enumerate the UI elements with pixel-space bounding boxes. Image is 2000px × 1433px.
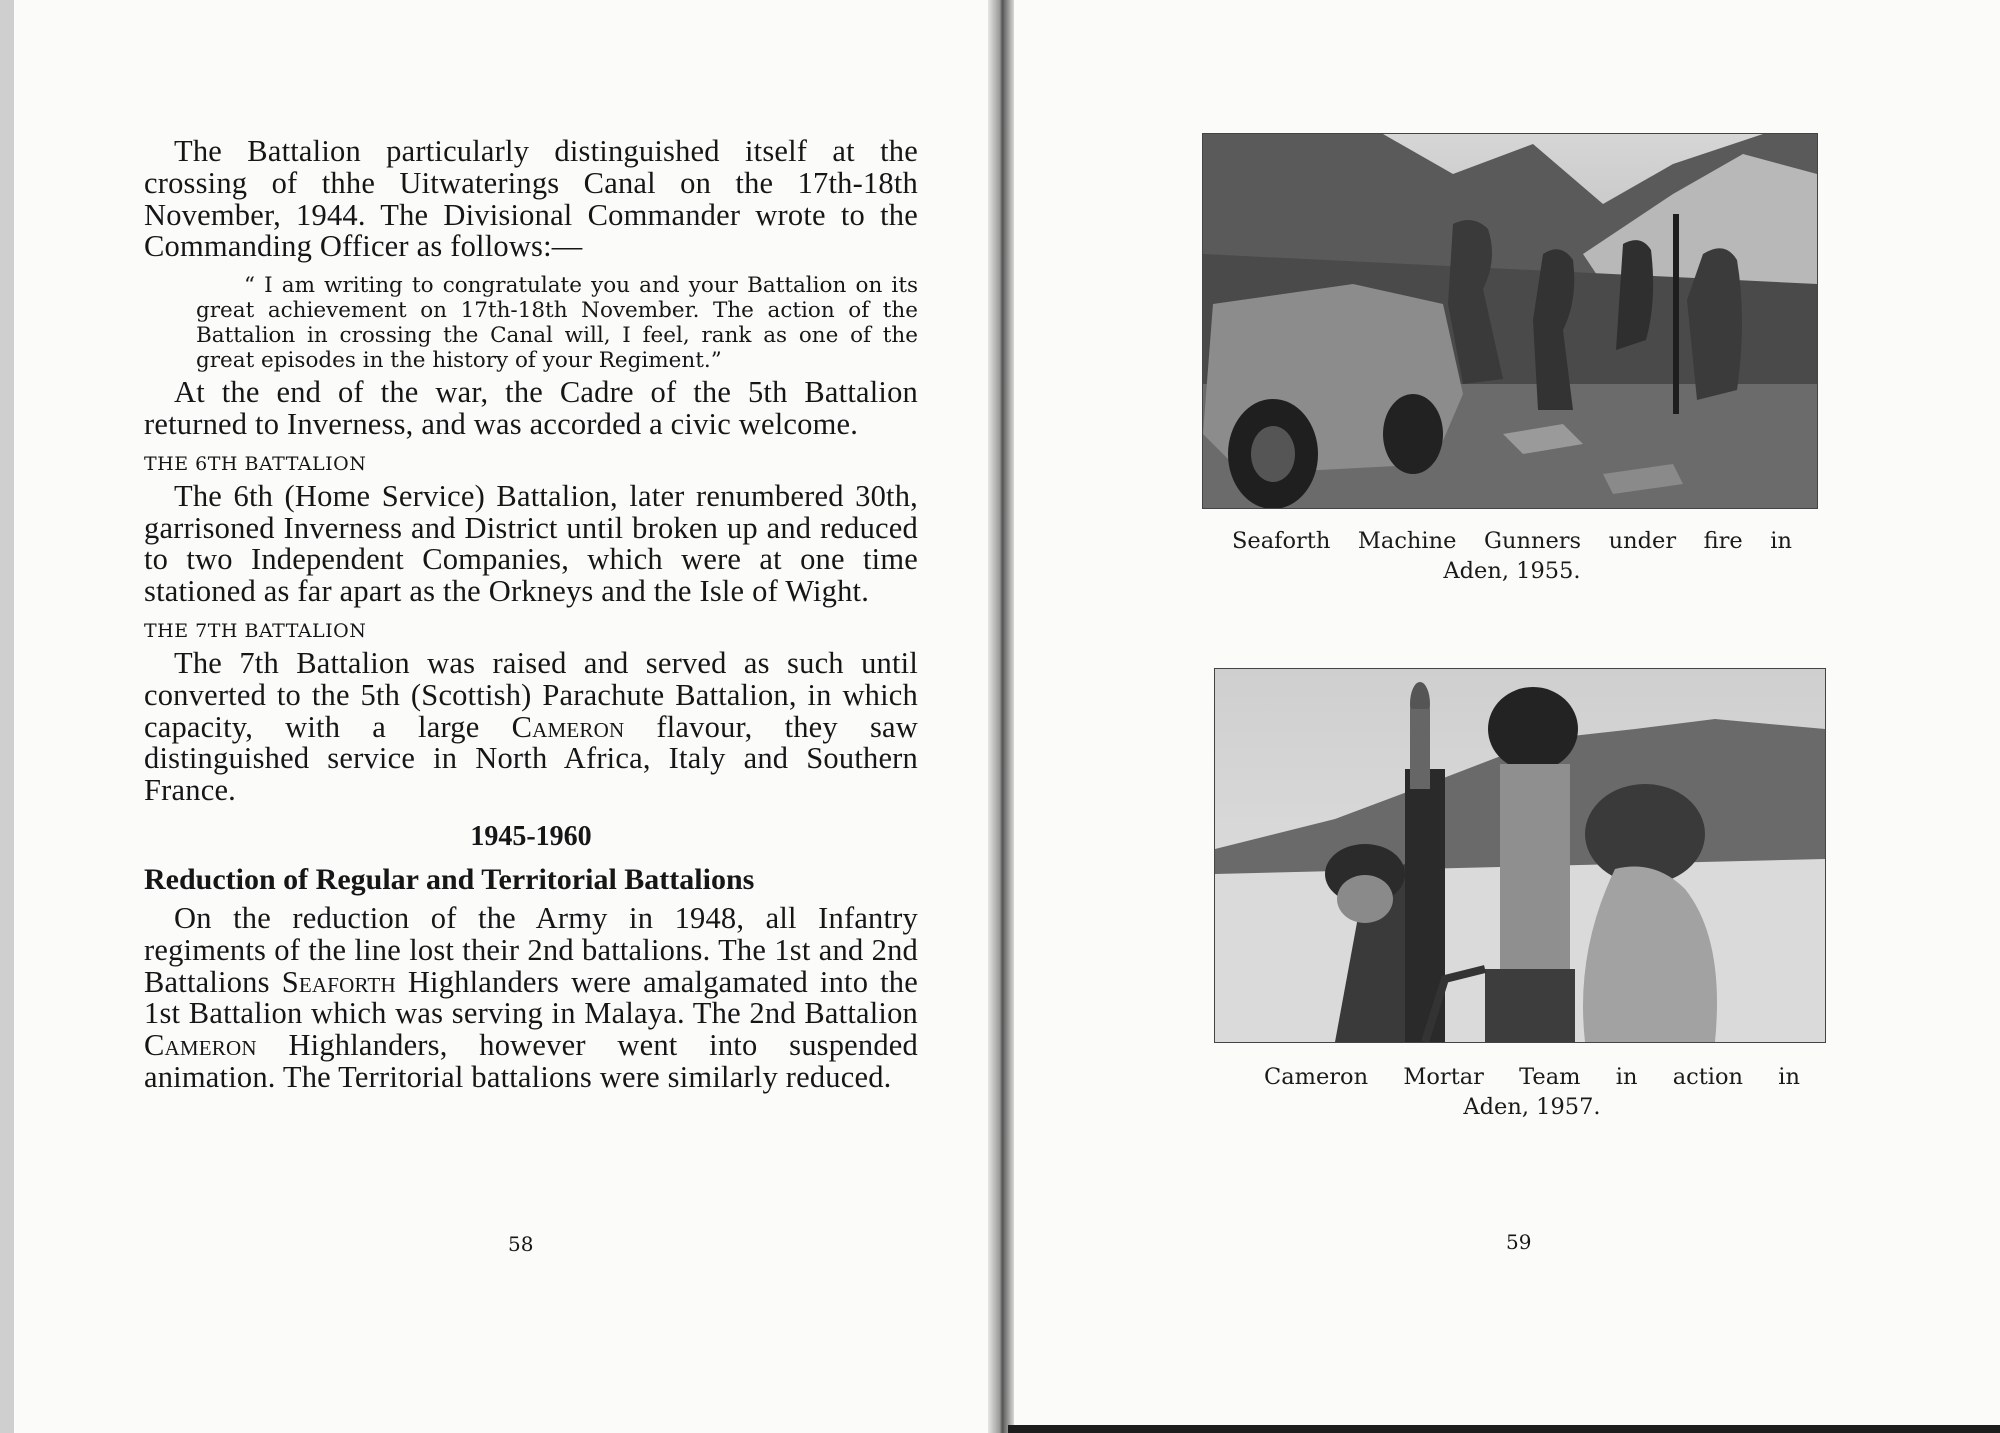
- bottom-edge: [1008, 1425, 2000, 1433]
- paragraph-end-of-war: At the end of the war, the Cadre of the 5th Battalion returned to Inverness, and was accorded a civic welcome.: [144, 375, 918, 441]
- paragraph-reduction: [144, 900, 918, 1094]
- regiment-name-cameron: Cameron: [144, 1028, 257, 1063]
- text-run: Highlanders were amalgamated into the 1st Battalion which was serving in Malaya. The 2nd Battalion: [144, 964, 918, 1031]
- text-run: On the reduction of the Army in 1948, all Infantry regiments of the line lost their 2nd battalions. The 1st and 2nd Battalions: [144, 900, 918, 999]
- regiment-name-cameron: Cameron: [511, 709, 625, 744]
- heading-7th-battalion: THE 7TH BATTALION: [144, 619, 367, 642]
- text-run: Highlanders, however went into suspended animation. The Territorial battalions were similarly reduced.: [144, 1028, 918, 1094]
- regiment-name-seaforth: Seaforth: [281, 964, 396, 999]
- caption-line: Seaforth Machine Gunners under fire in: [1232, 528, 1792, 554]
- heading-6th-battalion: THE 6TH BATTALION: [144, 452, 367, 475]
- caption-line: Aden, 1957.: [1463, 1094, 1601, 1120]
- text-run: flavour, they saw distinguished service in North Africa, Italy and Southern France.: [144, 709, 918, 808]
- paragraph-7th-battalion: [144, 645, 918, 808]
- page-number-left: 58: [508, 1232, 534, 1256]
- caption-mortar-team: [1264, 1062, 1800, 1122]
- caption-machine-gunners: [1232, 526, 1792, 586]
- heading-years: 1945-1960: [470, 820, 592, 852]
- paragraph-canal-crossing: The Battalion particularly distinguished itself at the crossing of thhe Uitwaterings Canal on the 17th-18th November, 1944. The Divisional Commander wrote to the Commanding Officer as follows:—: [144, 134, 918, 264]
- page-number-right: 59: [1506, 1230, 1532, 1254]
- text-run: The 7th Battalion was raised and served as such until converted to the 5th (Scottish) Parachute Battalion, in which capacity, with a large: [144, 645, 918, 744]
- caption-line: Aden, 1955.: [1443, 558, 1581, 584]
- paragraph-6th-battalion: The 6th (Home Service) Battalion, later renumbered 30th, garrisoned Inverness and District until broken up and reduced to two Independent Companies, which were at one time stationed as far apart as the Orkneys and the Isle of Wight.: [144, 478, 918, 609]
- photo-mortar-team: [1214, 668, 1826, 1043]
- left-text-column: [144, 136, 918, 1094]
- caption-line: Cameron Mortar Team in action in: [1264, 1064, 1800, 1090]
- commander-quote: “ I am writing to congratulate you and your Battalion on its great achievement on 17th-18th November. The action of the Battalion in crossing the Canal will, I feel, rank as one of the great episodes in the history of your Regiment.”: [196, 273, 918, 374]
- photo-machine-gunners: [1202, 133, 1818, 509]
- book-gutter: [988, 0, 1014, 1433]
- heading-reduction: Reduction of Regular and Territorial Battalions: [144, 862, 755, 896]
